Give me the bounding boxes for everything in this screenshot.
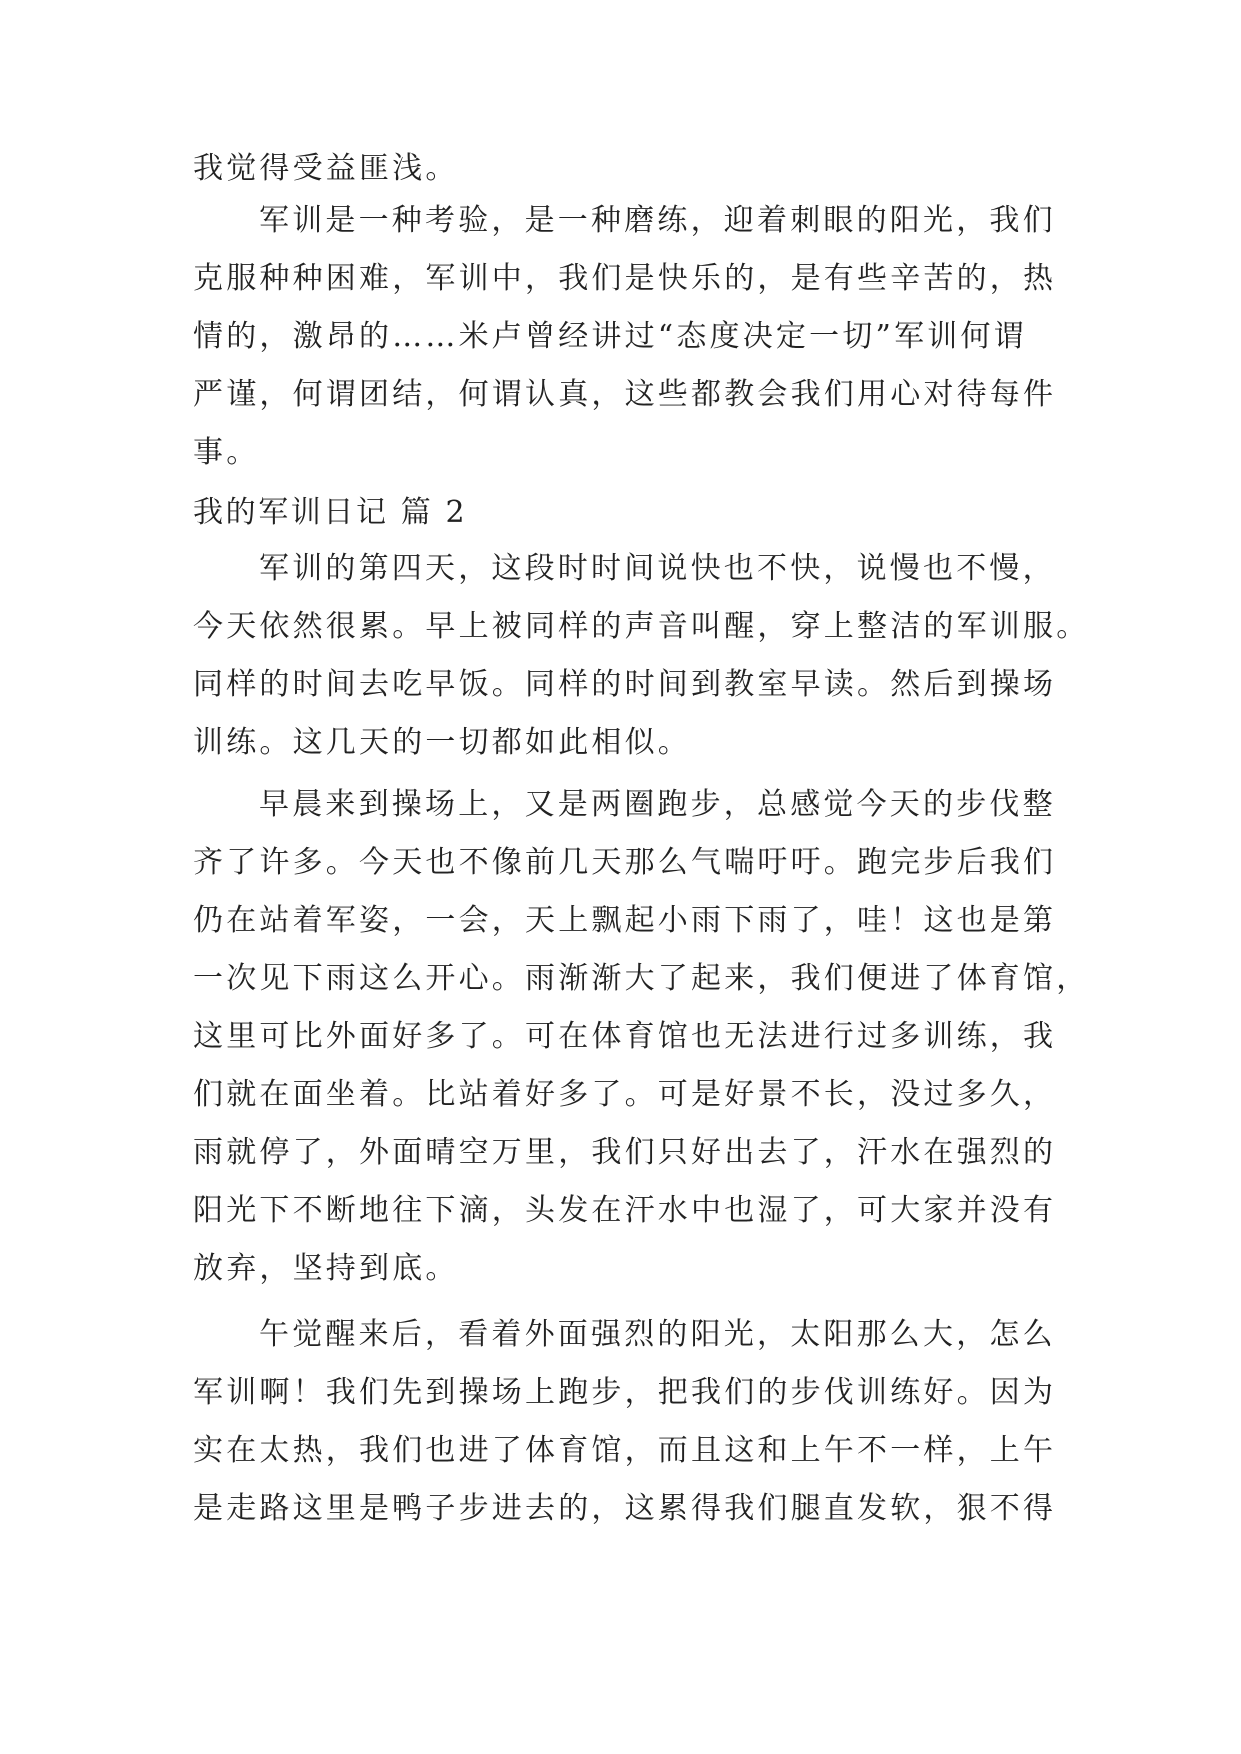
text-line: 军训的第四天，这段时时间说快也不快，说慢也不慢， [259,551,1056,586]
text-line: 雨就停了，外面晴空万里，我们只好出去了，汗水在强烈的 [193,1135,1057,1170]
section-title: 我的军训日记 篇 2 [193,495,468,530]
text-line: 这里可比外面好多了。可在体育馆也无法进行过多训练，我 [193,1019,1057,1054]
text-line: 我觉得受益匪浅。 [193,151,459,186]
text-line: 军训啊！我们先到操场上跑步，把我们的步伐训练好。因为 [193,1375,1057,1410]
text-line: 齐了许多。今天也不像前几天那么气喘吁吁。跑完步后我们 [193,845,1057,880]
text-line: 们就在面坐着。比站着好多了。可是好景不长，没过多久， [193,1077,1057,1112]
text-line: 早晨来到操场上，又是两圈跑步，总感觉今天的步伐整 [259,787,1056,822]
text-line: 是走路这里是鸭子步进去的，这累得我们腿直发软，狠不得 [193,1491,1057,1526]
text-line: 实在太热，我们也进了体育馆，而且这和上午不一样，上午 [193,1433,1057,1468]
paragraph-morning [193,776,1090,1298]
text-line: 今天依然很累。早上被同样的声音叫醒，穿上整洁的军训服。 [193,609,1090,644]
text-line: 严谨，何谓团结，何谓认真，这些都教会我们用心对待每件 [193,377,1057,412]
paragraph-fourth-day [193,540,1090,772]
text-line: 事。 [193,435,260,470]
text-line: 同样的时间去吃早饭。同样的时间到教室早读。然后到操场 [193,667,1057,702]
text-line: 午觉醒来后，看着外面强烈的阳光，太阳那么大，怎么 [259,1317,1056,1352]
paragraph-continued [193,140,1053,198]
paragraph-afternoon [193,1306,1057,1538]
text-line: 军训是一种考验，是一种磨练，迎着刺眼的阳光，我们 [259,203,1056,238]
text-line: 训练。这几天的一切都如此相似。 [193,725,691,760]
text-line: 克服种种困难，军训中，我们是快乐的，是有些辛苦的，热 [193,261,1057,296]
paragraph-military-training-test [193,192,1057,482]
section-heading [193,484,1053,542]
text-line: 一次见下雨这么开心。雨渐渐大了起来，我们便进了体育馆， [193,961,1090,996]
text-line: 放弃，坚持到底。 [193,1251,459,1286]
text-line: 阳光下不断地往下滴，头发在汗水中也湿了，可大家并没有 [193,1193,1057,1228]
text-line: 仍在站着军姿，一会，天上飘起小雨下雨了，哇！这也是第 [193,903,1057,938]
text-line: 情的，激昂的……米卢曾经讲过“态度决定一切”军训何谓 [193,319,1027,354]
